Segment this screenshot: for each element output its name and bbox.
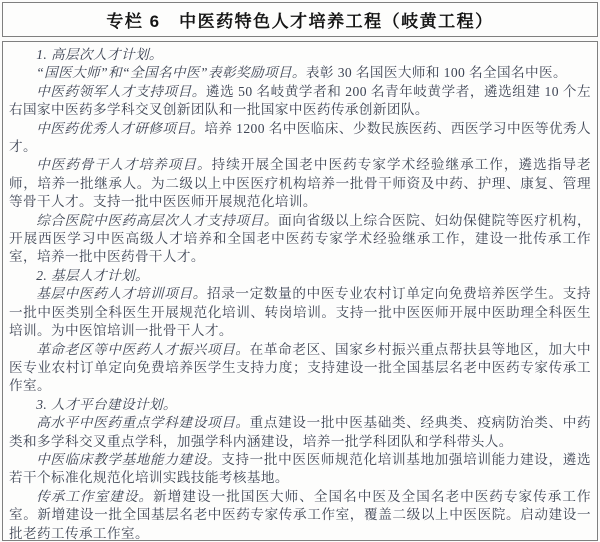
- paragraph-lead: 传承工作室建设。: [36, 488, 154, 504]
- paragraph-text: 培养 1200 名中医临床、少数民族医药、西医学习中医等优秀人才。: [9, 120, 591, 155]
- paragraph-text: 招录一定数量的中医专业农村订单定向免费培养医学生。支持一批中医类别全科医生开展规范化培训、转岗培训。支持一批中医医师开展中医助理全科医生培训。为中医馆培训一批骨干人才。: [9, 286, 591, 339]
- paragraph-lead: 综合医院中医药高层次人才支持项目。: [36, 212, 279, 228]
- paragraph-text: 新增建设一批国医大师、全国名中医及全国名老中医药专家传承工作室。新增建设一批全国基层名老中医药专家传承工作室，覆盖二级以上中医医院。启动建设一批老药工传承工作室。: [9, 488, 591, 541]
- paragraph-lead: “国医大师”和“全国名中医”表彰奖励项目。: [36, 65, 306, 81]
- paragraph-guoyidashi-award: [9, 64, 591, 82]
- paragraph-general-hospital-support: [9, 212, 591, 267]
- paragraph-lead: 革命老区等中医药人才振兴项目。: [36, 341, 250, 357]
- paragraph-text: 支持一批中医医师规范化培训基地加强培训能力建设，遴选若干个标准化规范化培训实践技能考核基地。: [9, 451, 591, 486]
- paragraph-lead: 基层中医药人才培训项目。: [36, 286, 207, 302]
- paragraph-text: 在革命老区、国家乡村振兴重点帮扶县等地区，加大中医专业农村订单定向免费培养医学生支持力度；支持建设一批全国基层名老中医药专家传承工作室。: [9, 341, 591, 394]
- paragraph-lead: 中医药骨干人才培养项目。: [36, 157, 212, 173]
- paragraph-old-revolutionary-area-revitalization: [9, 341, 591, 396]
- column-body-box: [2, 41, 598, 541]
- paragraph-lead: 3. 人才平台建设计划。: [36, 396, 177, 412]
- column-title-box: [2, 2, 598, 37]
- paragraph-section-2-heading: [9, 267, 591, 285]
- paragraph-lead: 中医临床教学基地能力建设。: [36, 451, 222, 467]
- paragraph-lead: 1. 高层次人才计划。: [36, 47, 163, 62]
- paragraph-text: 持续开展全国老中医药专家学术经验继承工作，遴选指导老师，培养一批继承人。为二级以上中医医疗机构培养一批骨干师资及中药、护理、康复、管理等骨干人才。支持一批中医医师开展规范化培训。: [9, 157, 591, 210]
- paragraph-backbone-talent-training: [9, 156, 591, 211]
- paragraph-lead: 高水平中医药重点学科建设项目。: [36, 415, 250, 431]
- paragraph-text: 面向省级以上综合医院、妇幼保健院等医疗机构，开展西医学习中医高级人才培养和全国老中医药专家学术经验继承工作，建设一批传承工作室，培养一批中医药骨干人才。: [9, 212, 591, 265]
- paragraph-text: 重点建设一批中医基础类、经典类、疫病防治类、中药类和多学科交叉重点学科，加强学科内涵建设，培养一批学科团队和学科带头人。: [9, 415, 591, 449]
- paragraph-lead: 中医药领军人才支持项目。: [36, 83, 206, 99]
- paragraph-clinical-teaching-base: [9, 451, 591, 488]
- paragraph-key-discipline-construction: [9, 414, 591, 451]
- paragraph-lead: 2. 基层人才计划。: [36, 267, 149, 283]
- paragraph-inheritance-studio-construction: [9, 488, 591, 541]
- paragraph-text: 遴选 50 名岐黄学者和 200 名青年岐黄学者，遴选组建 10 个左右国家中医药多学科交叉创新团队和一批国家中医药传承创新团队。: [9, 83, 591, 118]
- paragraph-leading-talent-support: [9, 83, 591, 120]
- paragraph-section-3-heading: [9, 396, 591, 414]
- page-title: 专栏 6 中医药特色人才培养工程（岐黄工程）: [106, 12, 494, 31]
- paragraph-lead: 中医药优秀人才研修项目。: [36, 120, 205, 136]
- paragraph-text: 表彰 30 名国医大师和 100 名全国名中医。: [305, 65, 568, 81]
- paragraph-grassroots-talent-training: [9, 285, 591, 340]
- paragraph-section-1-heading: [9, 46, 591, 64]
- paragraph-excellent-talent-training: [9, 120, 591, 157]
